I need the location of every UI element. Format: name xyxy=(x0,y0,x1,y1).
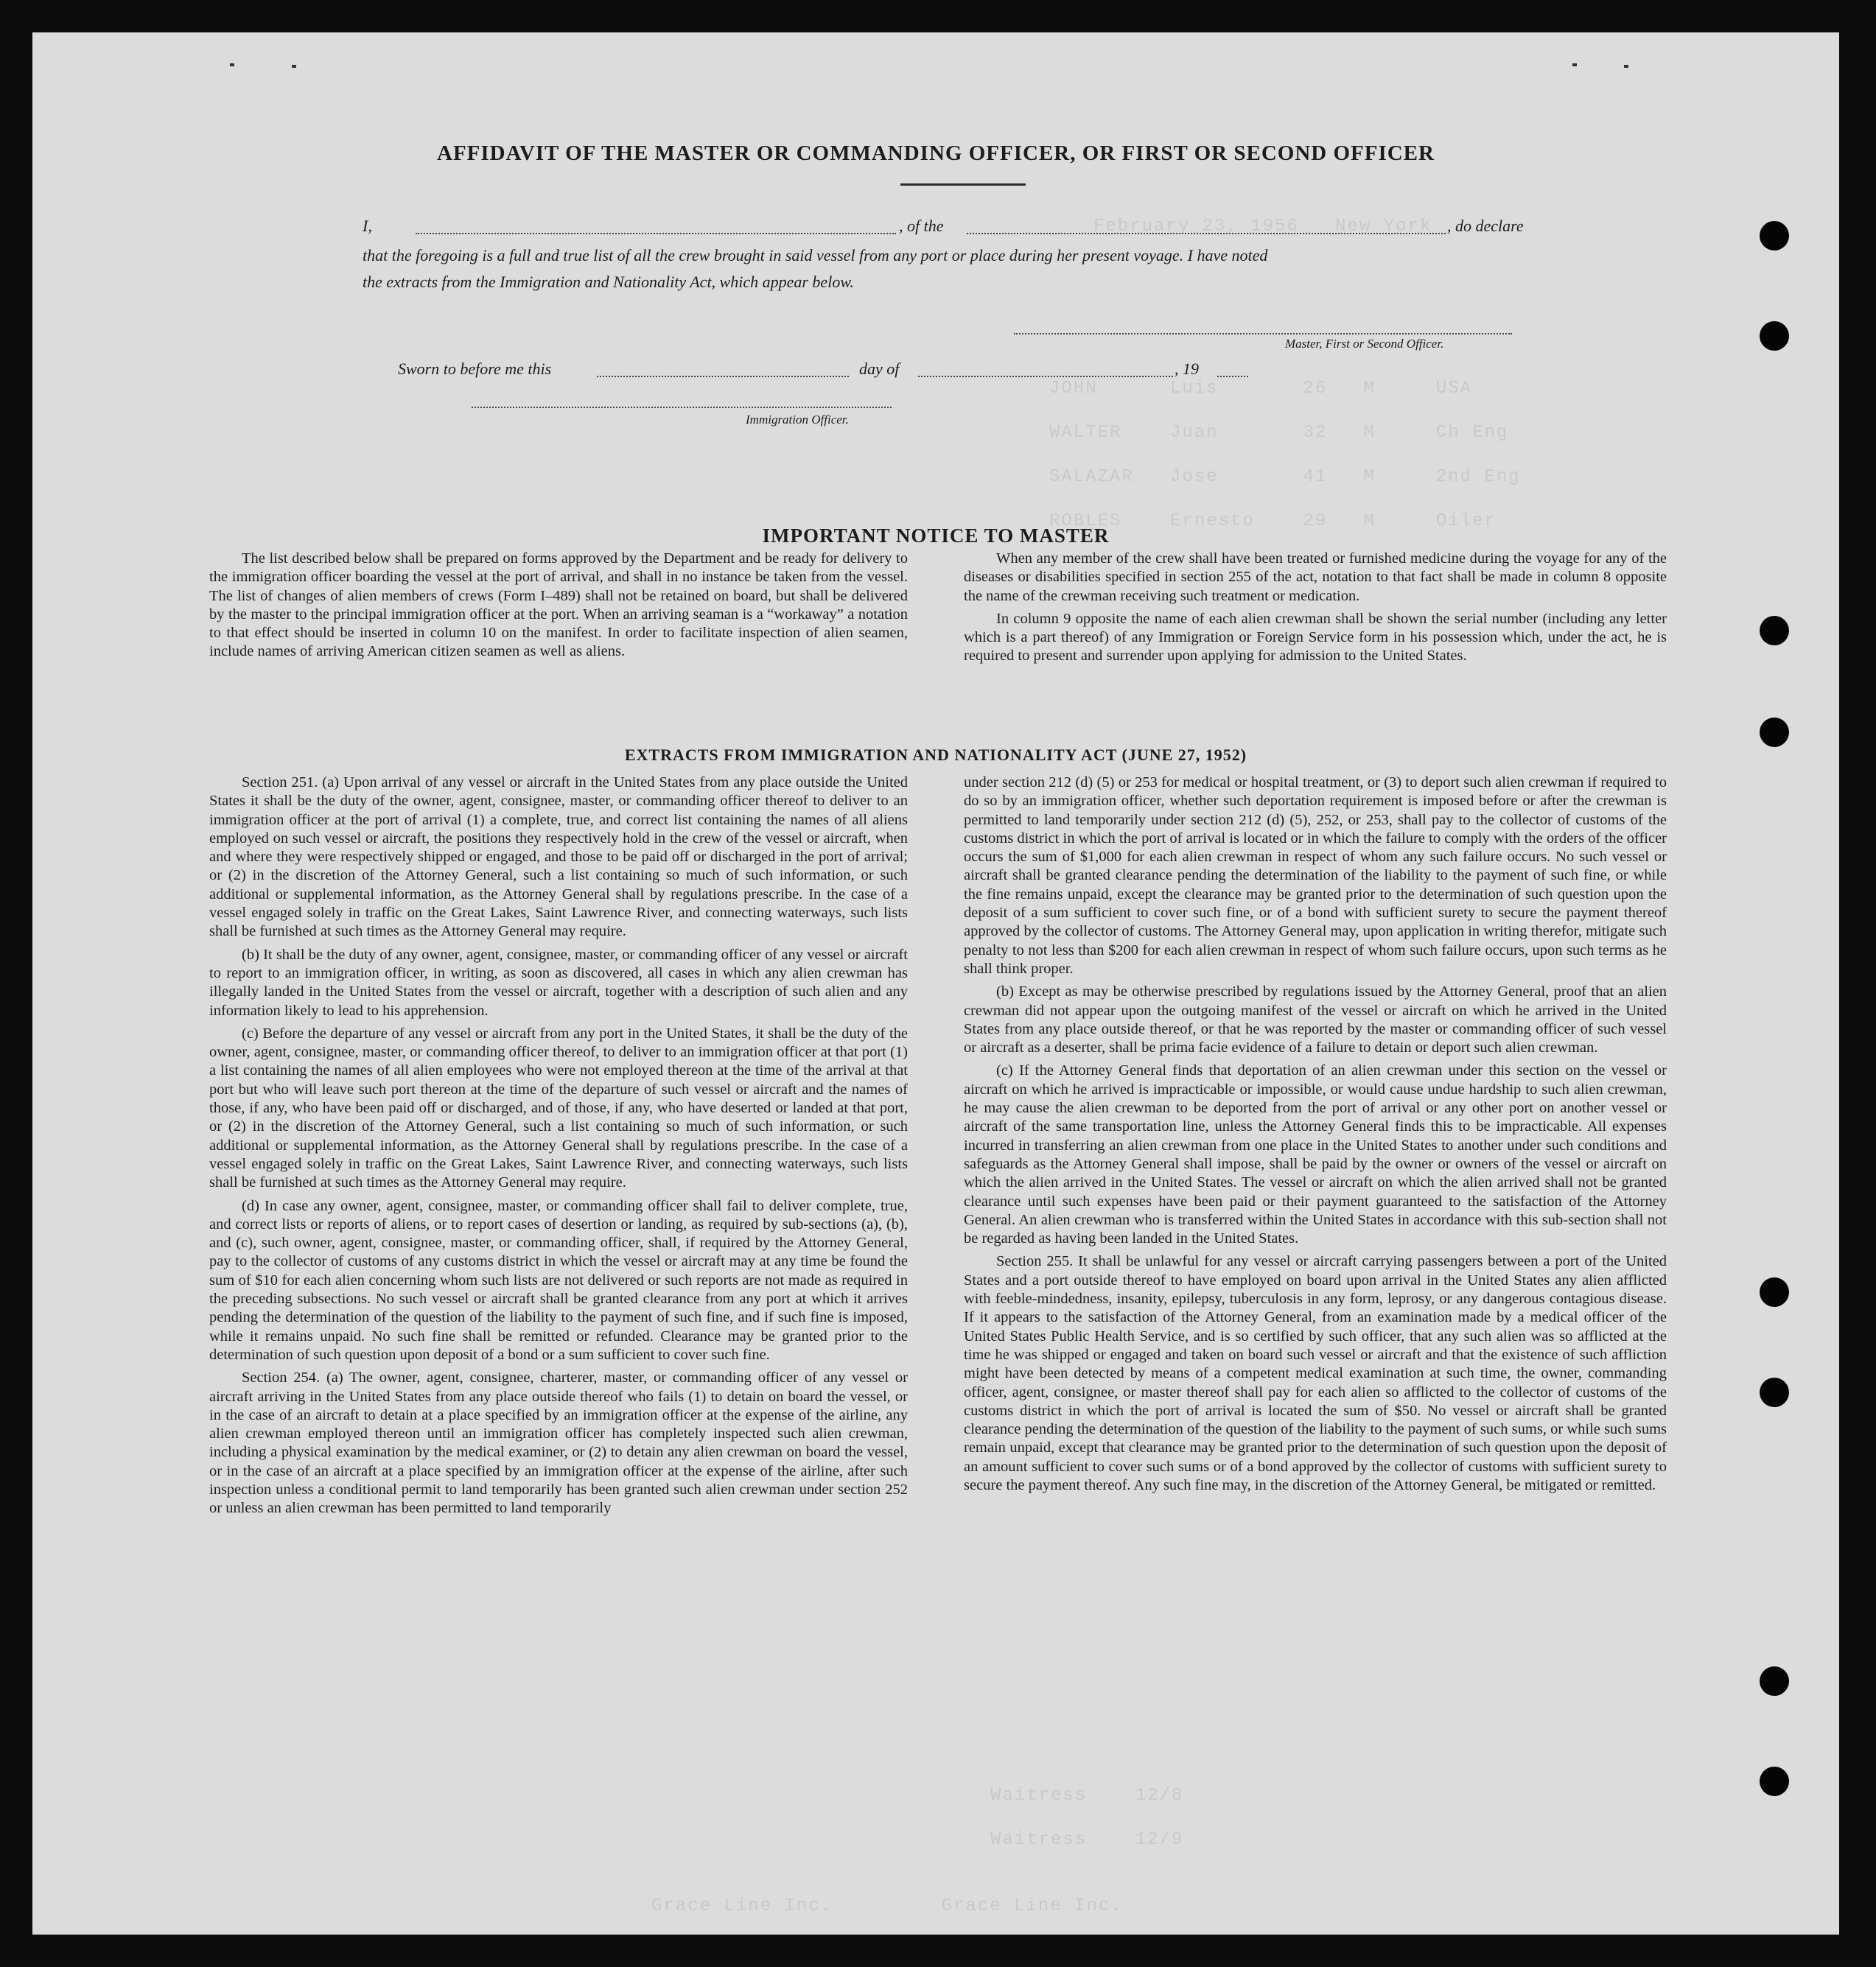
extract-paragraph: (c) Before the departure of any vessel or aircraft from any port in the United States, it shall be the duty of the owner, agent, consignee, master, or commanding officer thereof, to deliver to an immigration officer at that port (1) a list containing the names of all alien employees who were not employed thereon at the time of the arrival at that port but who will leave such port thereon at the time of the departure of such vessel or aircraft and the names of those, if any, who have been paid off or discharged, and of those, if any, who have deserted or landed at that port, or (2) in the discretion of the Attorney General, such a list containing so much of such information, or such additional or supplemental information, as the Attorney General shall by regulations prescribe. In the case of a vessel engaged solely in traffic on the Great Lakes, Saint Lawrence River, and connecting waterways, such lists shall be furnished at such times as the Attorney General may require. xyxy=(209,1025,908,1191)
punch-hole xyxy=(1760,221,1789,250)
scan-speck xyxy=(230,63,234,66)
affidavit-declare-label: , do declare xyxy=(1447,217,1524,235)
extract-paragraph: (b) It shall be the duty of any owner, agent, consignee, master, or commanding officer of any vessel or aircraft to report to an immigration officer, in writing, as soon as discovered, all cases in which any alien crewman has illegally landed in the United States from the vessel or aircraft, together with a description of such alien and any information likely to lead to his apprehension. xyxy=(209,946,908,1019)
punch-hole xyxy=(1760,616,1789,645)
document-page xyxy=(32,32,1839,1935)
punch-hole xyxy=(1760,1767,1789,1796)
sworn-date-field[interactable] xyxy=(597,376,849,377)
sworn-day-of-label: day of xyxy=(859,360,900,378)
extracts-left-column xyxy=(209,774,908,1523)
title-underline xyxy=(900,183,1026,186)
extract-paragraph: (b) Except as may be otherwise prescribed by regulations issued by the Attorney General, proof that an alien crewman did not appear upon the outgoing manifest of the vessel or aircraft on which he arrived in the United States from any place outside thereof, or that he was reported by the master or commanding officer of such vessel or aircraft as a deserter, shall be prima facie evidence of a failure to detain or deport such alien crewman. xyxy=(964,984,1667,1056)
extract-paragraph: Section 255. It shall be unlawful for any vessel or aircraft carrying passengers between a port of the United States and a port outside thereof to have employed on board upon arrival in the United States any alien afflicted with feeble-mindedness, insanity, epilepsy, tuberculosis in any form, leprosy, or any dangerous contagious disease. If it appears to the satisfaction of the Attorney General, from an examination made by a medical officer of the United States Public Health Service, and is so certified by such officer, that any such alien was so afflicted at the time he was shipped or engaged and taken on board such vessel or aircraft and that the existence of such affliction might have been detected by means of a competent medical examination at such time, the owner, commanding officer, agent, consignee, or master thereof shall pay for each alien so afflicted to the collector of customs of the customs district in which the port of arrival is located the sum of $50. No vessel or aircraft shall be granted clearance pending the determination of the question of the liability to the payment of such sums, or while such sums remain unpaid, except that clearance may be granted prior to the determination of such question upon the deposit of an amount sufficient to cover such sums or of a bond approved by the collector of customs with sufficient surety to secure the payment thereof. Any such fine may, in the discretion of the Attorney General, be mitigated or remitted. xyxy=(964,1253,1667,1493)
extract-paragraph: (d) In case any owner, agent, consignee, master, or commanding officer shall fail to deliver complete, true, and correct lists or reports of aliens, or to report cases of desertion or landing, as required by sub-sections (a), (b), and (c), such owner, agent, consignee, master, or commanding officer, shall, if required by the Attorney General, pay to the collector of customs of any customs district in which the vessel or aircraft may at any time be found the sum of $10 for each alien concerning whom such lists are not delivered or such reports are not made as required in the preceding subsections. No such vessel or aircraft shall be granted clearance from any port at which it arrives pending the determination of the question of the liability to the payment of such fine, and if such fine is imposed, while it remains unpaid. No such fine shall be remitted or refunded. Clearance may be granted prior to the determination of such question upon deposit of a bond or a sum sufficient to cover such fine. xyxy=(209,1197,908,1363)
sworn-label: Sworn to before me this xyxy=(398,360,552,378)
bleed-through-text: WALTER Juan 32 M Ch Eng xyxy=(1049,423,1509,443)
affidavit-title: AFFIDAVIT OF THE MASTER OR COMMANDING OFFICER, OR FIRST OR SECOND OFFICER xyxy=(437,141,1435,165)
bleed-through-text: SALAZAR Jose 41 M 2nd Eng xyxy=(1049,467,1521,487)
notice-paragraph: In column 9 opposite the name of each alien crewman shall be shown the serial number (including any letter which is a part thereof) of any Immigration or Foreign Service form in his possession which, under the act, he is required to present and surrender upon applying for admission to the United States. xyxy=(964,610,1667,665)
scan-speck xyxy=(1624,65,1628,68)
sworn-month-field[interactable] xyxy=(918,376,1173,377)
affidavit-i-label: I, xyxy=(363,217,372,235)
scan-speck xyxy=(292,65,296,68)
notice-title: IMPORTANT NOTICE TO MASTER xyxy=(762,525,1110,547)
punch-hole xyxy=(1760,321,1789,351)
sworn-year-label: , 19 xyxy=(1175,360,1199,378)
name-field[interactable] xyxy=(416,233,896,234)
officer-signature-field[interactable] xyxy=(472,407,892,408)
vessel-field[interactable] xyxy=(967,233,1446,234)
bleed-through-text: Waitress 12/8 xyxy=(990,1786,1184,1806)
affidavit-statement-line: that the foregoing is a full and true list of all the crew brought in said vessel from any port or place during her present voyage. I have noted xyxy=(363,246,1268,264)
officer-signature-caption: Immigration Officer. xyxy=(746,413,849,427)
extracts-title: EXTRACTS FROM IMMIGRATION AND NATIONALITY ACT (JUNE 27, 1952) xyxy=(624,746,1247,764)
notice-left-column xyxy=(209,550,908,666)
extract-paragraph: (c) If the Attorney General finds that deportation of an alien crewman under this section on the vessel or aircraft on which he arrived is impracticable or impossible, or would cause undue hardship to such alien crewman, he may cause the alien crewman to be deported from the port of arrival or any other port on another vessel or aircraft of the same transportation line, unless the Attorney General finds this to be impracticable. All expenses incurred in transferring an alien crewman from one place in the United States to another under such conditions and safeguards as the Attorney General shall impose, shall be paid by the owner or owners of the vessel or aircraft on which the alien arrived in the United States. The vessel or aircraft on which the alien arrived shall not be granted clearance until such expenses have been paid or their payment guaranteed to the satisfaction of the Attorney General. An alien crewman who is transferred within the United States in accordance with this sub-section shall not be regarded as having been landed in the United States. xyxy=(964,1062,1667,1247)
extract-paragraph: under section 212 (d) (5) or 253 for medical or hospital treatment, or (3) to deport such alien crewman if required to do so by an immigration officer, whether such deportation requirement is imposed before or after the crewman is permitted to land temporarily under section 212 (d) (5), 252, or 253, shall pay to the collector of customs of the customs district in which the port of arrival is located or in which the failure to comply with the orders of the officer occurs the sum of $1,000 for each alien crewman in respect of whom any such failure occurs. No such vessel or aircraft shall be granted clearance pending the determination of the liability to the payment of such fine, or while the fine remains unpaid, except the clearance may be granted prior to the determination of such question upon the deposit of a sum sufficient to cover such fine, or of a bond with sufficient surety to secure the payment thereof approved by the collector of customs. The Attorney General may, upon application in writing therefor, mitigate such penalty to not less than $200 for each alien crewman in respect of whom such failure occurs, upon such terms as he shall think proper. xyxy=(964,774,1667,977)
master-signature-caption: Master, First or Second Officer. xyxy=(1285,337,1444,351)
extract-paragraph: Section 251. (a) Upon arrival of any vessel or aircraft in the United States from any place outside the United States it shall be the duty of the owner, agent, consignee, master, or commanding officer thereof to deliver to an immigration officer at the port of arrival (1) a complete, true, and correct list containing the names of all aliens employed on such vessel or aircraft, the positions they respectively hold in the crew of the vessel or aircraft, when and where they were respectively shipped or engaged, and those to be paid off or discharged in the port of arrival; or (2) in the discretion of the Attorney General, such a list containing so much of such information, or such additional or supplemental information, as the Attorney General shall by regulations prescribe. In the case of a vessel engaged solely in traffic on the Great Lakes, Saint Lawrence River, and connecting waterways, such lists shall be furnished at such times as the Attorney General may require. xyxy=(209,774,908,940)
notice-paragraph: When any member of the crew shall have been treated or furnished medicine during the voyage for any of the diseases or disabilities specified in section 255 of the act, notation to that fact shall be made in column 8 opposite the name of the crewman receiving such treatment or medication. xyxy=(964,550,1667,604)
punch-hole xyxy=(1760,718,1789,747)
bleed-through-text: JOHN Luis 26 M USA xyxy=(1049,379,1473,399)
punch-hole xyxy=(1760,1666,1789,1696)
punch-hole xyxy=(1760,1277,1789,1307)
extract-paragraph: Section 254. (a) The owner, agent, consignee, charterer, master, or commanding officer of any vessel or aircraft arriving in the United States from any place outside thereof who fails (1) to detain on board the vessel, or in the case of an aircraft to detain at a place specified by an immigration officer at the expense of the airline, any alien crewman employed thereon until an immigration officer has completely inspected such alien crewman, including a physical examination by the medical examiner, or (2) to detain any alien crewman on board the vessel, or in the case of an aircraft at a place specified by an immigration officer at the expense of the airline, after such inspection unless a conditional permit to land temporarily has been granted such alien crewman under section 252 or unless an alien crewman has been permitted to land temporarily xyxy=(209,1370,908,1517)
affidavit-statement-line: the extracts from the Immigration and Nationality Act, which appear below. xyxy=(363,273,854,291)
scan-speck xyxy=(1572,63,1577,66)
master-signature-field[interactable] xyxy=(1014,333,1512,334)
bleed-through-text: Grace Line Inc. Grace Line Inc. xyxy=(651,1896,1123,1916)
notice-paragraph: The list described below shall be prepared on forms approved by the Department and be ready for delivery to the immigration officer boarding the vessel at the port of arrival, and shall in no instance be taken from the vessel. The list of changes of alien members of crews (Form I–489) shall not be retained on board, but shall be delivered by the master to the principal immigration officer at the port. When an arriving seaman is a “workaway” a notation to that effect should be inserted in column 10 on the manifest. In order to facilitate inspection of alien seamen, include names of arriving American citizen seamen as well as aliens. xyxy=(209,550,908,660)
bleed-through-text: February 23, 1956 New York xyxy=(1093,217,1432,236)
affidavit-of-the-label: , of the xyxy=(899,217,944,235)
punch-hole xyxy=(1760,1378,1789,1407)
notice-right-column xyxy=(964,550,1667,670)
sworn-year-field[interactable] xyxy=(1217,376,1248,377)
bleed-through-text: ROBLES Ernesto 29 M Oiler xyxy=(1049,511,1497,531)
extracts-right-column xyxy=(964,774,1667,1499)
bleed-through-text: Waitress 12/9 xyxy=(990,1830,1184,1850)
